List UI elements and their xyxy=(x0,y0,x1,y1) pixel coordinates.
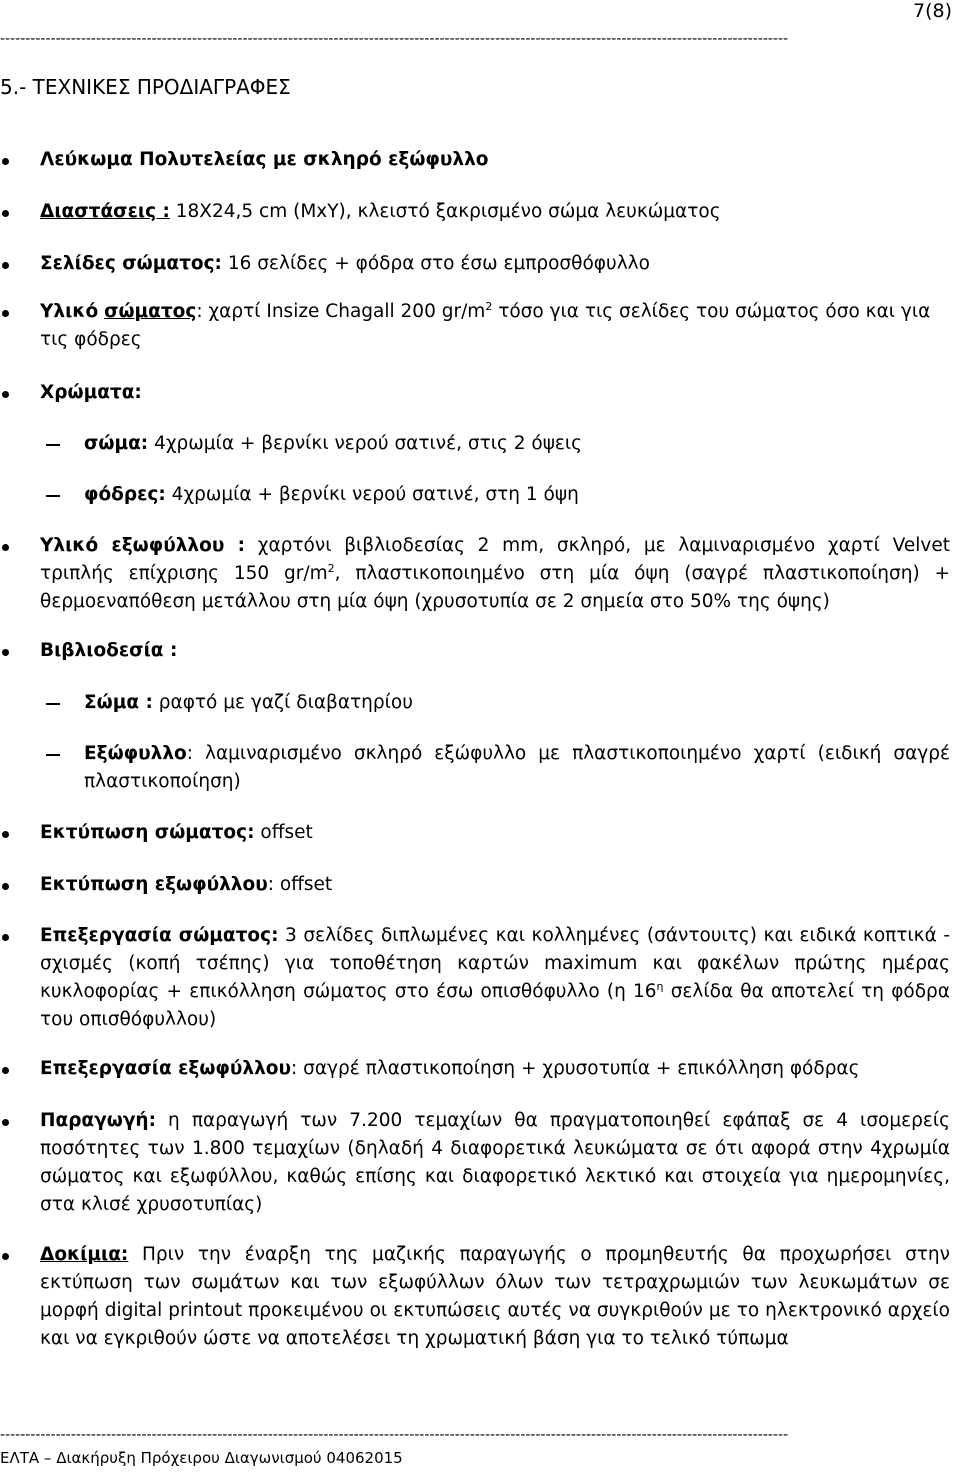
bullet-icon xyxy=(2,544,9,551)
spec-label: Διαστάσεις : xyxy=(40,201,170,222)
spec-label: Εκτύπωση εξωφύλλου xyxy=(40,874,268,895)
spec-value-cont: τόσο για τις σελίδες του σώματος όσο και για τις φόδρες xyxy=(40,301,931,350)
spec-value: 4χρωμία + βερνίκι νερού σατινέ, στις 2 όψεις xyxy=(148,433,583,454)
spec-label: φόδρες: xyxy=(84,484,166,505)
bullet-icon xyxy=(2,831,9,838)
bullet-icon xyxy=(2,310,9,317)
bullet-icon xyxy=(2,1253,9,1260)
superscript: η xyxy=(656,979,664,993)
spec-label: Σώμα : xyxy=(84,692,153,713)
dash-icon xyxy=(46,495,60,497)
bullet-icon xyxy=(2,391,9,398)
dash-icon xyxy=(46,444,60,446)
bullet-icon xyxy=(2,934,9,941)
spec-value: : σαγρέ πλαστικοποίηση + χρυσοτυπία + επικόλληση φόδρας xyxy=(291,1058,860,1079)
bottom-rule: ------------------------------------------------------------------------------------------------------------------------------------------------------------ xyxy=(0,1428,789,1442)
spec-value: 3 σελίδες διπλωμένες και κολλημένες (σάντουιτς) και ειδικά κοπτικά - σχισμές (κοπή τσέπης) για τοποθέτηση καρτών maximum και φακέλων πρώτης ημέρας κυκλοφορίας + επικόλληση σώματος στο έσω οπισθόφυλλο (η 16 xyxy=(40,925,951,1002)
dash-icon xyxy=(46,754,60,756)
spec-value-cont: , πλαστικοποιημένο στη μία όψη (σαγρέ πλαστικοποίηση) + θερμοεναπόθεση μετάλλου στη μία όψη (χρυσοτυπία σε 2 σημεία στο 50% της όψης) xyxy=(40,563,950,612)
spec-label: Παραγωγή: xyxy=(40,1110,156,1131)
spec-label: Επεξεργασία σώματος: xyxy=(40,925,279,946)
spec-label: Εξώφυλλο xyxy=(84,743,187,764)
page-number: 7(8) xyxy=(912,0,952,22)
bullet-icon xyxy=(2,649,9,656)
bullet-icon xyxy=(2,883,9,890)
spec-value: : λαμιναρισμένο σκληρό εξώφυλλο με πλαστικοποιημένο χαρτί (ειδική σαγρέ πλαστικοποίηση) xyxy=(84,743,950,792)
bullet-icon xyxy=(2,158,9,165)
spec-label: Εκτύπωση σώματος: xyxy=(40,822,255,843)
spec-value: : χαρτί Insize Chagall 200 gr/m xyxy=(196,301,486,322)
bullet-icon xyxy=(2,210,9,217)
spec-value: η παραγωγή των 7.200 τεμαχίων θα πραγματοποιηθεί εφάπαξ σε 4 ισομερείς ποσότητες των 1.800 τεμαχίων (δηλαδή 4 διαφορετικά λευκώματα σε ότι αφορά στην 4χρωμία σώματος και εξωφύλλου, καθώς επίσης και διαφορετικό λεκτικό και στοιχεία για ημερομηνίες, στα κλισέ χρυσοτυπίας) xyxy=(40,1110,950,1215)
spec-label: Υλικό εξωφύλλου : xyxy=(40,535,246,556)
spec-label: Λεύκωμα Πολυτελείας με σκληρό εξώφυλλο xyxy=(40,149,489,170)
spec-value: Πριν την έναρξη της μαζικής παραγωγής ο προμηθευτής θα προχωρήσει στην εκτύπωση των σωμάτων και των εξωφύλλων όλων των τετραχρωμιών των λευκωμάτων σε μορφή digital printout προκειμένου οι εκτυπώσεις αυτές να συγκριθούν με το ηλεκτρονικό αρχείο και να εγκριθούν ώστε να αποτελέσει τη χρωματική βάση για το τελικό τύπωμα xyxy=(40,1244,950,1349)
section-heading: 5.- ΤΕΧΝΙΚΕΣ ΠΡΟΔΙΑΓΡΑΦΕΣ xyxy=(0,75,291,99)
spec-value: 16 σελίδες + φόδρα στο έσω εμπροσθόφυλλο xyxy=(221,253,650,274)
spec-value: : offset xyxy=(267,874,333,895)
spec-label: Επεξεργασία εξωφύλλου xyxy=(40,1058,292,1079)
bullet-icon xyxy=(2,1119,9,1126)
spec-label: Σελίδες σώματος: xyxy=(40,253,222,274)
spec-value: χαρτόνι βιβλιοδεσίας 2 mm, σκληρό, με λαμιναρισμένο χαρτί Velvet τριπλής επίχρισης 150 gr/m xyxy=(40,535,950,584)
spec-value: ραφτό με γαζί διαβατηρίου xyxy=(152,692,413,713)
superscript: 2 xyxy=(485,299,493,313)
spec-label: Δοκίμια: xyxy=(40,1244,129,1265)
bullet-icon xyxy=(2,262,9,269)
spec-label-underlined: σώματος xyxy=(104,301,197,322)
spec-value: 18Χ24,5 cm (ΜxΥ), κλειστό ξακρισμένο σώμα λευκώματος xyxy=(169,201,721,222)
spec-label: Βιβλιοδεσία : xyxy=(40,640,178,661)
footer: ΕΛΤΑ – Διακήρυξη Πρόχειρου Διαγωνισμού 04062015 xyxy=(0,1449,403,1467)
spec-label: Χρώματα: xyxy=(40,382,142,403)
spec-value-cont: σελίδα θα αποτελεί τη φόδρα του οπισθόφυλλου) xyxy=(40,981,950,1030)
dash-icon xyxy=(46,703,60,705)
spec-value: 4χρωμία + βερνίκι νερού σατινέ, στη 1 όψη xyxy=(165,484,579,505)
spec-label: σώμα: xyxy=(84,433,149,454)
top-rule: ------------------------------------------------------------------------------------------------------------------------------------------------------------ xyxy=(0,32,789,46)
spec-value: offset xyxy=(254,822,313,843)
spec-label: Υλικό xyxy=(40,301,99,322)
bullet-icon xyxy=(2,1067,9,1074)
superscript: 2 xyxy=(327,561,335,575)
